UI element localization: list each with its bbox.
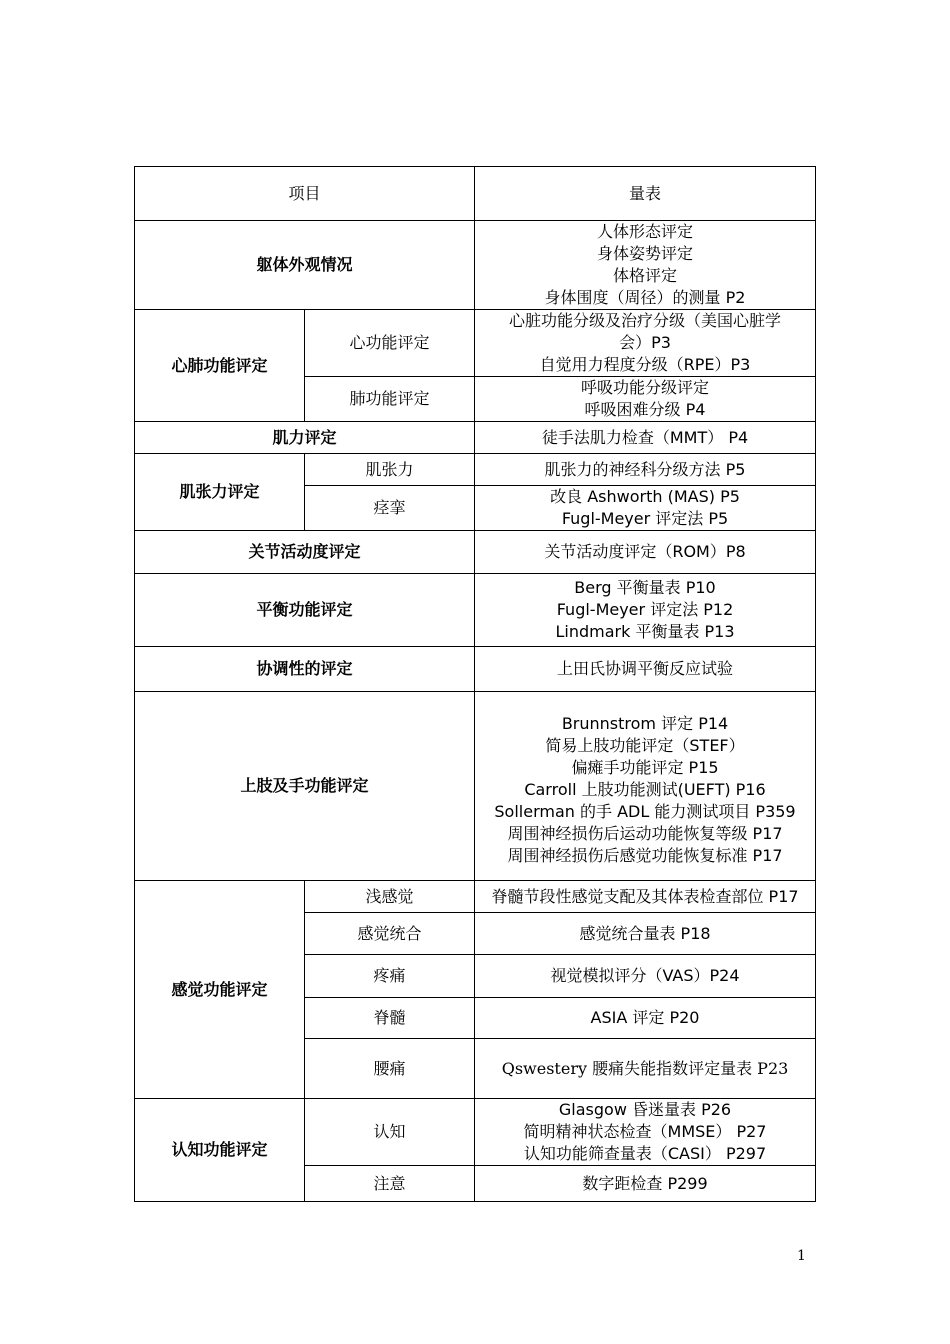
table-row [135,692,816,881]
scale-cell [475,1099,816,1166]
category-cell: 上肢及手功能评定 [135,692,475,881]
table-header-row [135,167,816,221]
subcategory-cell: 腰痛 [305,1039,475,1099]
table-row [135,647,816,692]
table-row [135,310,816,377]
scale-line: 周围神经损伤后运动功能恢复等级 P17 [507,824,783,843]
subcategory-cell: 肺功能评定 [305,377,475,422]
scale-line: Berg 平衡量表 P10 [574,578,716,597]
scale-cell [475,574,816,647]
subcategory-cell: 痉挛 [305,486,475,531]
category-cell: 肌张力评定 [135,454,305,531]
scale-cell: 肌张力的神经科分级方法 P5 [475,454,816,486]
subcategory-cell: 注意 [305,1166,475,1202]
scale-line: 心脏功能分级及治疗分级（美国心脏学 [509,311,782,330]
scale-line: Fugl-Meyer 评定法 P5 [561,509,729,528]
category-cell: 感觉功能评定 [135,881,305,1099]
scale-line: 自觉用力程度分级（RPE）P3 [539,355,751,374]
table-row [135,454,816,486]
header-item: 项目 [135,167,475,221]
header-scale: 量表 [475,167,816,221]
scale-line: 改良 Ashworth (MAS) P5 [550,487,740,506]
scale-line: 呼吸困难分级 P4 [584,400,706,419]
category-cell: 心肺功能评定 [135,310,305,422]
scale-cell: 上田氏协调平衡反应试验 [475,647,816,692]
scale-line: Carroll 上肢功能测试(UEFT) P16 [524,780,766,799]
category-cell: 关节活动度评定 [135,531,475,574]
scale-cell: ASIA 评定 P20 [475,998,816,1039]
page-number: 1 [797,1248,806,1264]
scale-cell: Qswestery 腰痛失能指数评定量表 P23 [475,1039,816,1099]
subcategory-cell: 疼痛 [305,955,475,998]
scale-line: 简易上肢功能评定（STEF） [545,736,745,755]
subcategory-cell: 心功能评定 [305,310,475,377]
table-row [135,531,816,574]
scale-line: 会）P3 [619,333,671,352]
scale-cell: 数字距检查 P299 [475,1166,816,1202]
scale-cell: 关节活动度评定（ROM）P8 [475,531,816,574]
scale-line: 身体姿势评定 [597,244,694,263]
scale-cell [475,486,816,531]
table-row [135,574,816,647]
subcategory-cell: 肌张力 [305,454,475,486]
table-row [135,881,816,913]
scale-line: 认知功能筛查量表（CASI） P297 [523,1144,767,1163]
scale-cell: 感觉统合量表 P18 [475,913,816,955]
scale-line: 简明精神状态检查（MMSE） P27 [523,1122,767,1141]
scale-cell [475,221,816,310]
scale-cell [475,692,816,881]
scale-cell: 视觉模拟评分（VAS）P24 [475,955,816,998]
category-cell: 躯体外观情况 [135,221,475,310]
subcategory-cell: 浅感觉 [305,881,475,913]
scale-line: Fugl-Meyer 评定法 P12 [556,600,734,619]
category-cell: 协调性的评定 [135,647,475,692]
scale-line: 人体形态评定 [597,222,694,241]
table-row [135,221,816,310]
scale-cell [475,310,816,377]
scale-line: Sollerman 的手 ADL 能力测试项目 P359 [494,802,796,821]
table-row [135,422,816,454]
category-cell: 肌力评定 [135,422,475,454]
scale-cell: 脊髓节段性感觉支配及其体表检查部位 P17 [475,881,816,913]
scale-line: 偏瘫手功能评定 P15 [571,758,719,777]
scale-line: 呼吸功能分级评定 [581,378,710,397]
category-cell: 认知功能评定 [135,1099,305,1202]
scale-line: 身体围度（周径）的测量 P2 [544,288,746,307]
subcategory-cell: 认知 [305,1099,475,1166]
scale-cell: 徒手法肌力检查（MMT） P4 [475,422,816,454]
table-row [135,1099,816,1166]
assessment-scale-table [134,166,816,1202]
scale-line: Lindmark 平衡量表 P13 [555,622,735,641]
scale-cell [475,377,816,422]
scale-line: 体格评定 [613,266,678,285]
subcategory-cell: 感觉统合 [305,913,475,955]
subcategory-cell: 脊髓 [305,998,475,1039]
scale-line: Glasgow 昏迷量表 P26 [558,1100,732,1119]
scale-line: 周围神经损伤后感觉功能恢复标准 P17 [507,846,783,865]
category-cell: 平衡功能评定 [135,574,475,647]
scale-line: Brunnstrom 评定 P14 [561,714,729,733]
